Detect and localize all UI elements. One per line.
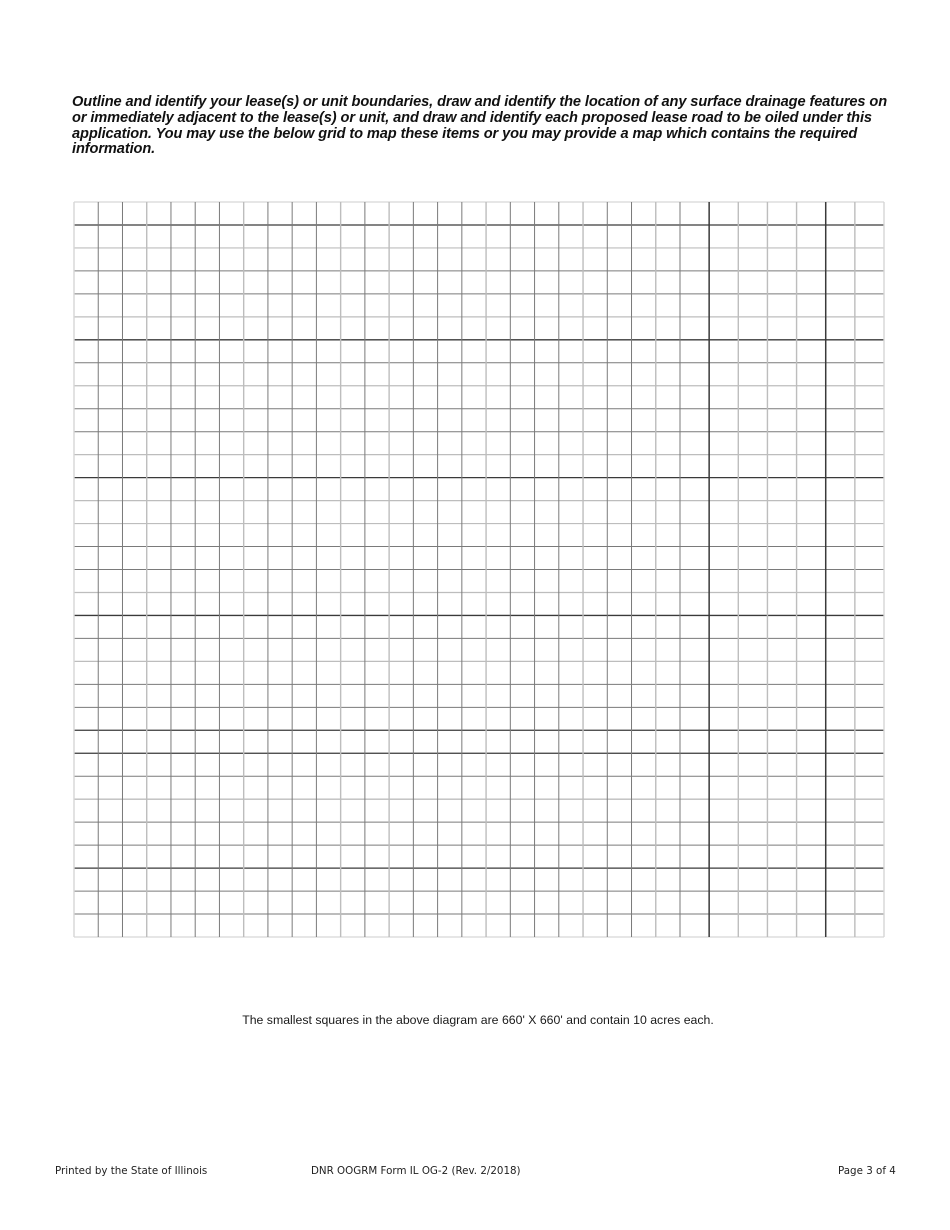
instructions-text: Outline and identify your lease(s) or unit boundaries, draw and identify the location of any surface drainage features on or immediately adjacent to the lease(s) or unit, and draw and identify each proposed lease road to be oiled under this application. You may use the below grid to map these items or you may provide a map which contains the required information. [72,94,888,158]
grid-scale-caption: The smallest squares in the above diagram are 660' X 660' and contain 10 acres each. [242,1013,714,1027]
footer-page-number: Page 3 of 4 [838,1165,896,1177]
footer-printed-by: Printed by the State of Illinois [55,1165,208,1177]
footer-form-id: DNR OOGRM Form IL OG-2 (Rev. 2/2018) [311,1165,521,1177]
